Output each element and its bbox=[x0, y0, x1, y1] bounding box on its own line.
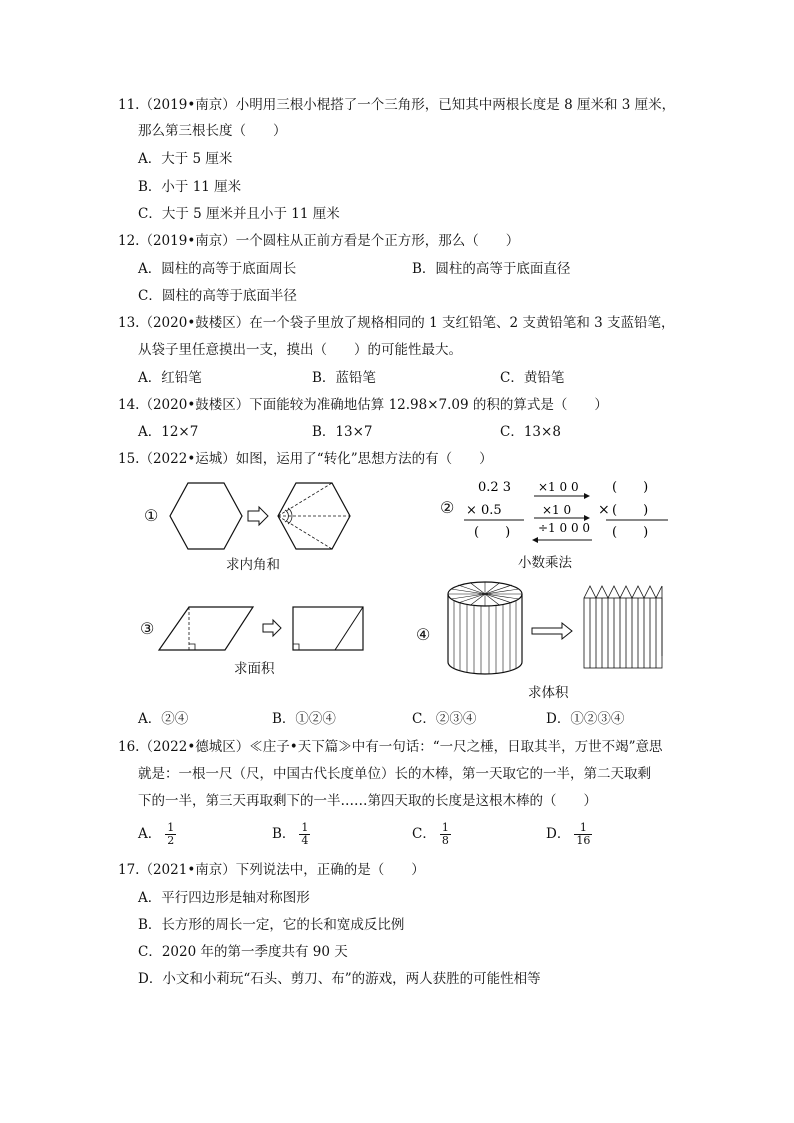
numerator: 1 bbox=[441, 821, 449, 834]
fig2-number: ② bbox=[440, 498, 455, 517]
q17-option-c: C．2020 年的第一季度共有 90 天 bbox=[138, 944, 348, 960]
q16-option-b-label: B． bbox=[272, 826, 296, 842]
q16-option-a-fraction bbox=[165, 822, 176, 847]
q16-stem-line2: 就是：一根一尺（尺，中国古代长度单位）长的木棒，第一天取它的一半，第二天取剩 bbox=[138, 766, 651, 782]
q16-option-c bbox=[412, 822, 451, 847]
q15-option-d: D．①②③④ bbox=[546, 711, 625, 727]
q17-option-b: B．长方形的周长一定，它的长和宽成反比例 bbox=[138, 917, 405, 933]
fig1-hexagon-diagram bbox=[160, 478, 360, 558]
q11-option-b: B．小于 11 厘米 bbox=[138, 179, 242, 195]
denominator: 4 bbox=[301, 834, 309, 847]
fig2-paren-right-top: ( ) bbox=[612, 480, 649, 495]
denominator: 8 bbox=[441, 834, 449, 847]
q16-stem-line1: 16.（2022•德城区）≪庄子•天下篇≫中有一句话：“一尺之棰，日取其半，万世不竭”意思 bbox=[118, 739, 663, 755]
q14-option-b: B．13×7 bbox=[312, 424, 373, 440]
q11-option-c: C．大于 5 厘米并且小于 11 厘米 bbox=[138, 206, 340, 222]
fig3-number: ③ bbox=[140, 619, 155, 638]
fig3-parallelogram-diagram bbox=[155, 602, 375, 657]
q13-option-b: B．蓝铅笔 bbox=[312, 370, 376, 386]
q11-option-a: A．大于 5 厘米 bbox=[138, 151, 233, 167]
fig1-number: ① bbox=[144, 506, 159, 525]
q16-option-c-label: C． bbox=[412, 826, 436, 842]
q16-option-a bbox=[138, 822, 176, 847]
q15-option-a: A．②④ bbox=[138, 711, 189, 727]
q15-option-b: B．①②④ bbox=[272, 711, 336, 727]
q16-option-a-label: A． bbox=[138, 826, 162, 842]
q17-stem: 17.（2021•南京）下列说法中，正确的是（ ） bbox=[118, 862, 425, 878]
fig2-caption: 小数乘法 bbox=[518, 555, 572, 571]
fig2-paren-right-bottom: ( ) bbox=[612, 525, 649, 540]
q16-option-b-fraction bbox=[299, 822, 310, 847]
q12-option-b: B．圆柱的高等于底面直径 bbox=[412, 261, 571, 277]
q16-stem-line3: 下的一半，第三天再取剩下的一半……第四天取的长度是这根木棒的（ ） bbox=[138, 793, 597, 809]
fig2-times-sign: × bbox=[598, 502, 610, 518]
numerator: 1 bbox=[574, 822, 592, 835]
q13-stem-line2: 从袋子里任意摸出一支，摸出（ ）的可能性最大。 bbox=[138, 342, 462, 358]
fig1-caption: 求内角和 bbox=[226, 557, 280, 573]
fig2-bottom-factor: × 0.5 bbox=[466, 503, 502, 518]
q11-stem-line1: 11.（2019•南京）小明用三根小棍搭了一个三角形，已知其中两根长度是 8 厘米和 3 厘米， bbox=[118, 97, 676, 113]
q12-option-a: A．圆柱的高等于底面周长 bbox=[138, 261, 297, 277]
q12-option-c: C．圆柱的高等于底面半径 bbox=[138, 288, 297, 304]
fig4-caption: 求体积 bbox=[528, 685, 569, 701]
q16-option-b bbox=[272, 822, 310, 847]
q14-option-c: C．13×8 bbox=[500, 424, 561, 440]
q12-stem: 12.（2019•南京）一个圆柱从正前方看是个正方形，那么（ ） bbox=[118, 233, 520, 249]
q16-option-d-label: D． bbox=[546, 826, 571, 842]
q13-option-c: C．黄铅笔 bbox=[500, 370, 565, 386]
q14-stem: 14.（2020•鼓楼区）下面能较为准确地估算 12.98×7.09 的积的算式是（ ） bbox=[118, 397, 608, 413]
numerator: 1 bbox=[301, 821, 309, 834]
q16-option-d bbox=[546, 822, 592, 847]
q16-option-d-fraction bbox=[574, 822, 592, 847]
q15-option-c: C．②③④ bbox=[412, 711, 477, 727]
q17-option-a: A．平行四边形是轴对称图形 bbox=[138, 890, 310, 906]
fig2-op-divide1000: ÷1 0 0 0 bbox=[538, 521, 591, 535]
fig4-cylinder-diagram bbox=[440, 578, 670, 680]
q15-stem: 15.（2022•运城）如图，运用了“转化”思想方法的有（ ） bbox=[118, 451, 493, 467]
q13-option-a: A．红铅笔 bbox=[138, 370, 202, 386]
q17-option-d: D．小文和小莉玩“石头、剪刀、布”的游戏，两人获胜的可能性相等 bbox=[138, 971, 541, 987]
numerator: 1 bbox=[167, 821, 175, 834]
q16-option-c-fraction bbox=[440, 822, 451, 847]
denominator: 16 bbox=[576, 834, 591, 847]
fig3-caption: 求面积 bbox=[234, 661, 275, 677]
denominator: 2 bbox=[167, 834, 175, 847]
fig2-op-times10: ×1 0 bbox=[542, 503, 572, 517]
q11-stem-line2: 那么第三根长度（ ） bbox=[138, 123, 287, 139]
fig2-top-factor: 0.2 3 bbox=[478, 480, 512, 495]
fig2-op-times100: ×1 0 0 bbox=[538, 480, 579, 494]
fig4-number: ④ bbox=[416, 625, 431, 644]
fig2-multiplication-diagram bbox=[462, 474, 677, 546]
q14-option-a: A．12×7 bbox=[138, 424, 199, 440]
fig2-paren-left-result: ( ) bbox=[474, 525, 511, 540]
q13-stem-line1: 13.（2020•鼓楼区）在一个袋子里放了规格相同的 1 支红铅笔、2 支黄铅笔和 3 支蓝铅笔， bbox=[118, 315, 675, 331]
fig2-paren-right-mid: ( ) bbox=[612, 503, 649, 518]
